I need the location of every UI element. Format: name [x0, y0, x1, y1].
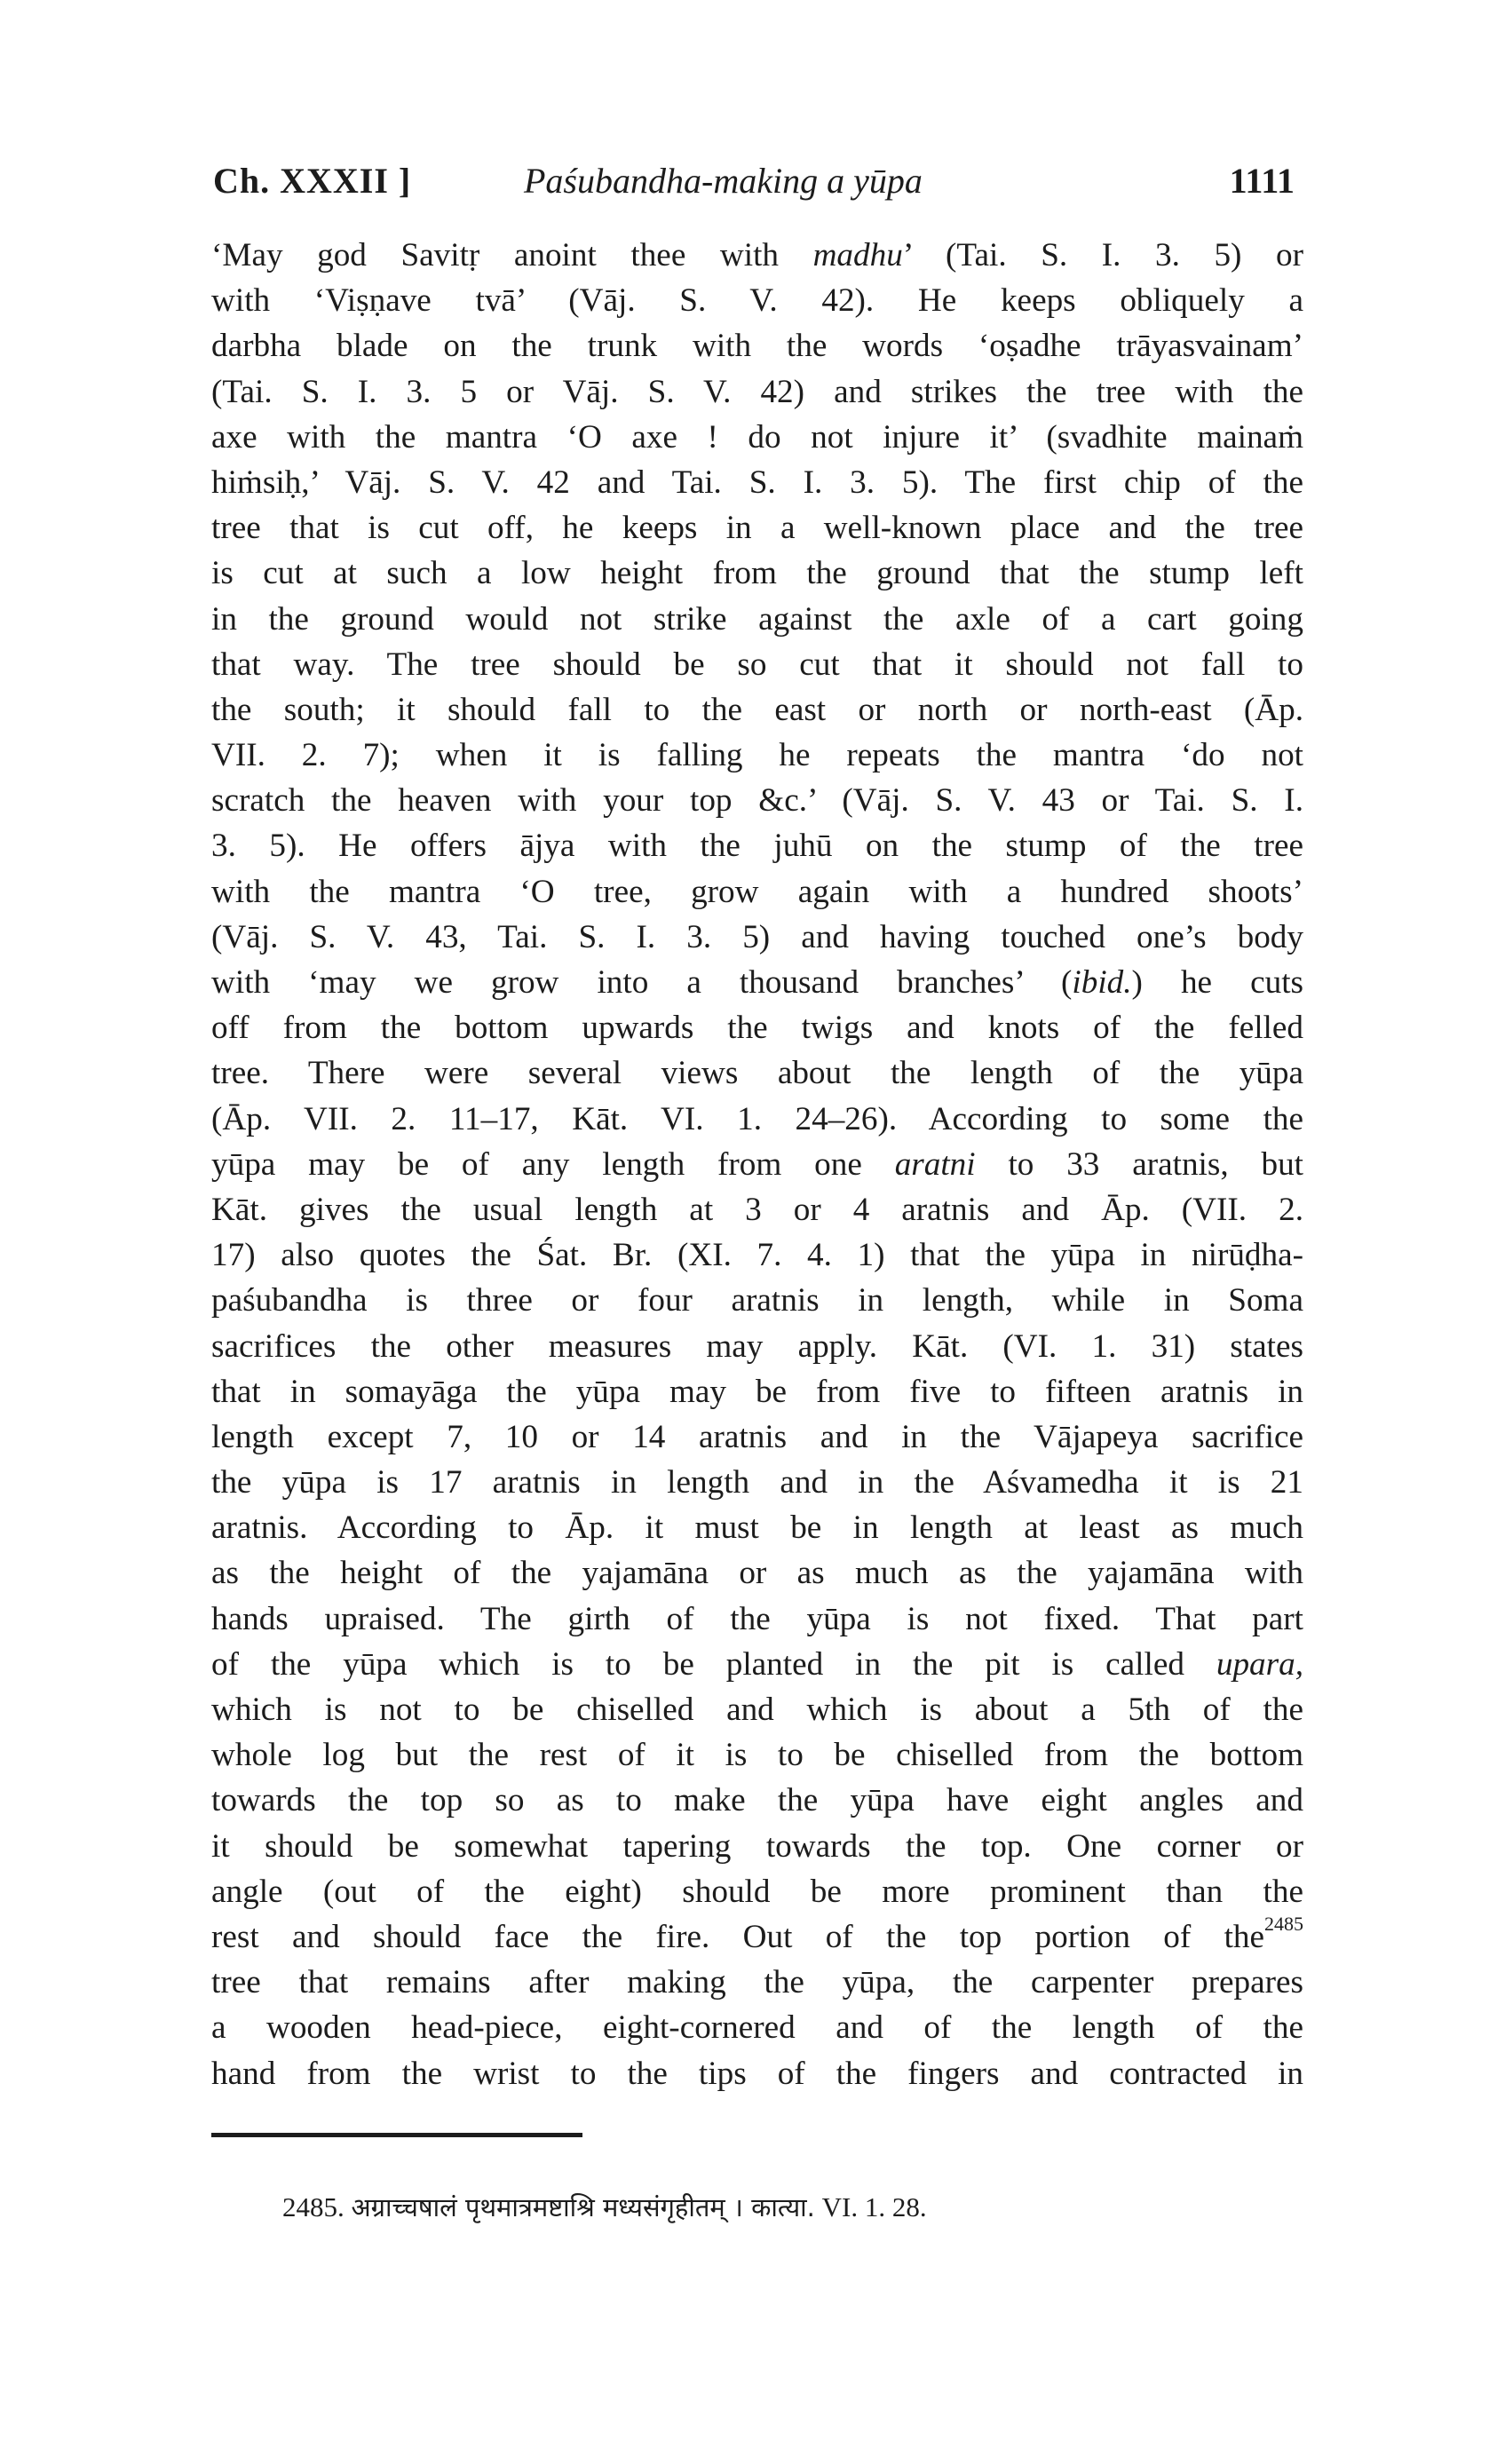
text-line: a wooden head-piece, eight-cornered and of the length of the	[211, 2009, 1303, 2047]
italic-term: ibid.	[1072, 964, 1132, 1001]
text-line: of the yūpa which is to be planted in the pit is called upara,	[211, 1645, 1303, 1683]
italic-term: madhu	[812, 237, 903, 273]
text-line: that in somayāga the yūpa may be from five to fifteen aratnis in	[211, 1373, 1303, 1410]
text-line: with ‘Viṣṇave tvā’ (Vāj. S. V. 42). He keeps obliquely a	[211, 282, 1303, 320]
text-line: angle (out of the eight) should be more prominent than the	[211, 1873, 1303, 1910]
text-line: whole log but the rest of it is to be chiselled from the bottom	[211, 1737, 1303, 1774]
footnote-separator	[211, 2133, 582, 2137]
text-line: darbha blade on the trunk with the words ‘oṣadhe trāyasvainam’	[211, 328, 1303, 365]
text-line: yūpa may be of any length from one aratni to 33 aratnis, but	[211, 1145, 1303, 1183]
text-line: hands upraised. The girth of the yūpa is not fixed. That part	[211, 1600, 1303, 1637]
text-line: towards the top so as to make the yūpa have eight angles and	[211, 1782, 1303, 1819]
text-line: the yūpa is 17 aratnis in length and in the Aśvamedha it is 21	[211, 1464, 1303, 1501]
text-line: (Tai. S. I. 3. 5 or Vāj. S. V. 42) and strikes the tree with the	[211, 373, 1303, 410]
text-line: in the ground would not strike against the axle of a cart going	[211, 600, 1303, 638]
text-line: 3. 5). He offers ājya with the juhū on the stump of the tree	[211, 828, 1303, 865]
text-line: VII. 2. 7); when it is falling he repeats the mantra ‘do not	[211, 737, 1303, 774]
text-line: aratnis. According to Āp. it must be in length at least as much	[211, 1509, 1303, 1547]
footnote-marker: 2485	[1264, 1912, 1303, 1935]
running-header	[213, 149, 1305, 211]
text-line: axe with the mantra ‘O axe ! do not injure it’ (svadhite mainaṁ	[211, 418, 1303, 456]
running-title: Paśubandha-making a yūpa	[524, 161, 923, 201]
text-line: with ‘may we grow into a thousand branches’ (ibid.) he cuts	[211, 964, 1304, 1001]
text-line: which is not to be chiselled and which is about a 5th of the	[211, 1692, 1303, 1728]
text-line: is cut at such a low height from the ground that the stump left	[211, 555, 1303, 592]
text-line: with the mantra ‘O tree, grow again with a hundred shoots’	[211, 873, 1303, 910]
footnote	[282, 2190, 927, 2224]
chapter-label: Ch. XXXII ]	[213, 161, 412, 201]
text-line: tree that is cut off, he keeps in a well-known place and the tree	[211, 510, 1303, 547]
text-line: hiṁsiḥ,’ Vāj. S. V. 42 and Tai. S. I. 3. 5). The first chip of the	[211, 463, 1303, 501]
text-line: paśubandha is three or four aratnis in length, while in Soma	[211, 1282, 1303, 1319]
text-line: the south; it should fall to the east or north or north-east (Āp.	[211, 691, 1303, 728]
text-line: 17) also quotes the Śat. Br. (XI. 7. 4. 1) that the yūpa in nirūḍha-	[211, 1237, 1303, 1274]
text-line: rest and should face the fire. Out of the top portion of the$^{2485}$	[211, 1912, 1303, 1955]
italic-term: upara,	[1216, 1645, 1303, 1683]
text-line: scratch the heaven with your top &c.’ (Vāj. S. V. 43 or Tai. S. I.	[211, 782, 1303, 820]
footnote-number: 2485.	[282, 2191, 345, 2222]
page-number: 1111	[1229, 161, 1295, 201]
text-line: it should be somewhat tapering towards the top. One corner or	[211, 1827, 1303, 1865]
text-line: as the height of the yajamāna or as much as the yajamāna with	[211, 1555, 1303, 1592]
text-line: off from the bottom upwards the twigs and knots of the felled	[211, 1010, 1303, 1047]
text-line: Kāt. gives the usual length at 3 or 4 aratnis and Āp. (VII. 2.	[211, 1191, 1303, 1228]
body-text	[211, 233, 1303, 2096]
footnote-sanskrit-text: अग्राच्चषालं पृथमात्रमष्टाश्रि मध्यसंगृहीतम् । कात्या.	[351, 2192, 815, 2222]
text-line: tree. There were several views about the length of the yūpa	[211, 1055, 1303, 1092]
text-line: tree that remains after making the yūpa, the carpenter prepares	[211, 1964, 1303, 2001]
text-line: that way. The tree should be so cut that it should not fall to	[211, 646, 1303, 683]
footnote-reference: VI. 1. 28.	[814, 2191, 927, 2222]
text-line: hand from the wrist to the tips of the fingers and contracted in	[211, 2055, 1303, 2092]
text-line: (Vāj. S. V. 43, Tai. S. I. 3. 5) and having touched one’s body	[211, 918, 1303, 955]
text-line: sacrifices the other measures may apply. Kāt. (VI. 1. 31) states	[211, 1327, 1303, 1365]
text-line: length except 7, 10 or 14 aratnis and in the Vājapeya sacrifice	[211, 1418, 1303, 1455]
italic-term: aratni	[894, 1145, 976, 1183]
text-line: (Āp. VII. 2. 11–17, Kāt. VI. 1. 24–26). According to some the	[211, 1100, 1303, 1137]
text-line: ‘May god Savitṛ anoint thee with madhu’ (Tai. S. I. 3. 5) or	[211, 237, 1303, 273]
